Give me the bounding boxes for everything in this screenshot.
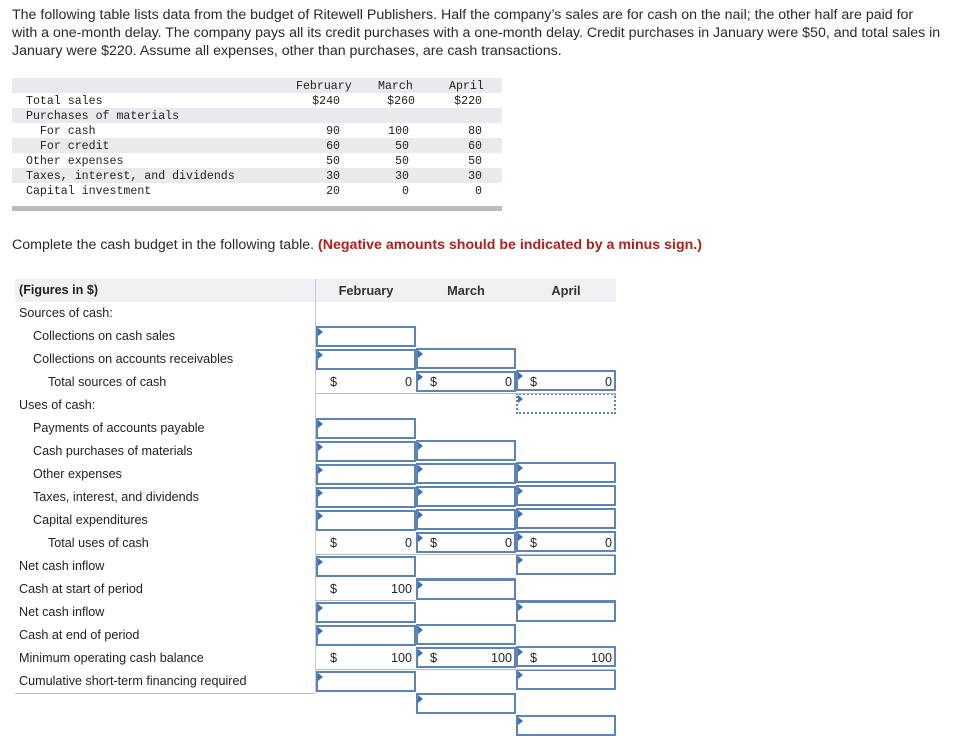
instruction-plain: Complete the cash budget in the following table.: [12, 237, 315, 253]
row-label: [15, 371, 315, 395]
budget-month-apr: April: [449, 80, 484, 93]
row-label: [15, 486, 315, 510]
budget-value: 0: [402, 185, 409, 198]
row-label: [15, 647, 315, 671]
budget-label-total-sales: Total sales: [26, 95, 103, 108]
input-other-expenses-feb[interactable]: [316, 464, 416, 485]
table-row: [15, 532, 617, 555]
row-label-text: Collections on accounts receivables: [33, 352, 234, 366]
budget-value: 30: [395, 170, 409, 183]
row-label: [15, 325, 315, 349]
input-payables-feb[interactable]: [316, 418, 416, 439]
row-label: [15, 302, 315, 326]
table-row: [15, 348, 617, 371]
budget-month-feb: February: [296, 80, 352, 93]
cell-value: 0: [504, 536, 512, 550]
table-row: [15, 509, 617, 532]
row-label: [15, 532, 315, 556]
min-cash-feb: [316, 647, 416, 670]
min-cash-apr: [516, 647, 616, 670]
total-uses-apr: [516, 532, 616, 555]
table-row: [15, 555, 617, 578]
budget-sales-apr: $220: [454, 95, 482, 108]
row-label-text: Sources of cash:: [19, 306, 113, 320]
table-row: [15, 578, 617, 601]
input-cash-sales-feb[interactable]: [316, 326, 416, 347]
total-uses-feb: [316, 532, 416, 555]
cell-value: 0: [604, 375, 612, 389]
budget-value: 50: [395, 155, 409, 168]
row-label: [15, 578, 315, 602]
budget-value: 50: [326, 155, 340, 168]
row-label-text: Cumulative short-term financing required: [19, 674, 247, 688]
budget-value: 20: [326, 185, 340, 198]
row-label: [15, 509, 315, 533]
budget-value: 80: [468, 125, 482, 138]
budget-sales-feb: $240: [312, 95, 340, 108]
table-header-label: [15, 279, 315, 303]
budget-value: 60: [326, 140, 340, 153]
row-label: [15, 555, 315, 579]
total-sources-mar: [416, 371, 516, 394]
dollar-sign: $: [330, 582, 338, 596]
budget-label-for-cash: For cash: [26, 125, 96, 138]
budget-label-for-credit: For credit: [26, 140, 110, 153]
row-label-text: Payments of accounts payable: [33, 421, 205, 435]
input-receivables-feb[interactable]: [316, 349, 416, 370]
col-header-march: March: [416, 279, 516, 302]
cell-value: 0: [504, 375, 512, 389]
dollar-sign: $: [430, 651, 438, 665]
row-label: [15, 394, 315, 418]
budget-value: 30: [468, 170, 482, 183]
cash-budget-table: [15, 279, 617, 693]
budget-month-mar: March: [378, 80, 413, 93]
min-cash-mar: [416, 647, 516, 670]
row-label-text: Net cash inflow: [19, 559, 105, 573]
table-row: [15, 647, 617, 670]
budget-sales-mar: $260: [387, 95, 415, 108]
table-row: [15, 325, 617, 348]
table-row: [15, 463, 617, 486]
input-financing-apr[interactable]: [516, 715, 616, 736]
total-sources-apr: [516, 371, 616, 394]
col-header-february: February: [316, 279, 416, 302]
total-uses-mar: [416, 532, 516, 555]
cell-value: 100: [590, 651, 612, 665]
input-net-inflow-feb[interactable]: [316, 556, 416, 577]
problem-intro: The following table lists data from the budget of Ritewell Publishers. Half the company’s sales are for cash on the nail; the other half are paid for with a one-month delay. The company pays all its credit purchases with a one-month delay. Credit purchases in January were $50, and total sales in January were $220. Assume all expenses, other than purchases, are cash transactions.: [12, 7, 941, 59]
budget-value: 50: [468, 155, 482, 168]
budget-label-capital: Capital investment: [26, 185, 152, 198]
dollar-sign: $: [530, 375, 538, 389]
row-label-text: Other expenses: [33, 467, 122, 481]
dollar-sign: $: [430, 536, 438, 550]
input-net-inflow2-feb[interactable]: [316, 602, 416, 623]
budget-bottom-rule: [12, 206, 502, 211]
row-label-text: Cash purchases of materials: [33, 444, 193, 458]
cell-value: 100: [390, 651, 412, 665]
input-taxes-feb[interactable]: [316, 487, 416, 508]
row-label: [15, 440, 315, 464]
budget-value: 90: [326, 125, 340, 138]
row-label-text: Net cash inflow: [19, 605, 105, 619]
budget-value: 30: [326, 170, 340, 183]
table-row: [15, 371, 617, 394]
dollar-sign: $: [530, 651, 538, 665]
table-row: [15, 302, 617, 325]
dollar-sign: $: [330, 651, 338, 665]
row-label-text: Uses of cash:: [19, 398, 96, 412]
col-header-april: April: [516, 279, 616, 302]
table-row: [15, 601, 617, 624]
instruction-note: (Negative amounts should be indicated by a minus sign.): [318, 237, 702, 253]
row-label: [15, 670, 315, 694]
total-sources-feb: [316, 371, 416, 394]
table-row: [15, 394, 617, 417]
budget-value: 50: [395, 140, 409, 153]
table-row: [15, 417, 617, 440]
header-label-text: (Figures in $): [19, 283, 99, 297]
budget-value: 100: [388, 125, 409, 138]
budget-value: 0: [475, 185, 482, 198]
row-label: [15, 601, 315, 625]
cell-value: 0: [604, 536, 612, 550]
table-row: [15, 624, 617, 647]
input-cash-start-mar[interactable]: [416, 579, 516, 600]
input-cash-purchases-feb[interactable]: [316, 441, 416, 462]
row-label-text: Capital expenditures: [33, 513, 148, 527]
row-label-text: Cash at start of period: [19, 582, 143, 596]
table-row: [15, 486, 617, 509]
input-financing-mar[interactable]: [416, 693, 516, 714]
budget-label-taxes: Taxes, interest, and dividends: [26, 170, 235, 183]
budget-label-purchases: Purchases of materials: [26, 110, 180, 123]
table-header-row: [15, 279, 617, 302]
row-label: [15, 624, 315, 648]
dollar-sign: $: [530, 536, 538, 550]
input-cash-end-feb[interactable]: [316, 625, 416, 646]
row-label-text: Minimum operating cash balance: [19, 651, 204, 665]
cell-value: 100: [390, 582, 412, 596]
row-label: [15, 348, 315, 372]
row-label-text: Taxes, interest, and dividends: [33, 490, 199, 504]
dollar-sign: $: [330, 375, 338, 389]
table-row: [15, 440, 617, 463]
budget-label-other-expenses: Other expenses: [26, 155, 124, 168]
dollar-sign: $: [330, 536, 338, 550]
dollar-sign: $: [430, 375, 438, 389]
row-label: [15, 463, 315, 487]
cell-value: 0: [404, 375, 412, 389]
row-label-text: Cash at end of period: [19, 628, 140, 642]
budget-value: 60: [468, 140, 482, 153]
input-capex-feb[interactable]: [316, 510, 416, 531]
cash-start-feb: [316, 578, 416, 601]
budget-data-table: [12, 78, 502, 212]
budget-header-band: [12, 78, 502, 93]
row-label: [15, 417, 315, 441]
row-label-text: Collections on cash sales: [33, 329, 176, 343]
cell-value: 0: [404, 536, 412, 550]
instruction-text: [12, 237, 702, 253]
table-row: [15, 670, 617, 693]
input-financing-feb[interactable]: [316, 671, 416, 692]
row-label-text: Total sources of cash: [48, 375, 167, 389]
row-label-text: Total uses of cash: [48, 536, 149, 550]
cell-value: 100: [490, 651, 512, 665]
